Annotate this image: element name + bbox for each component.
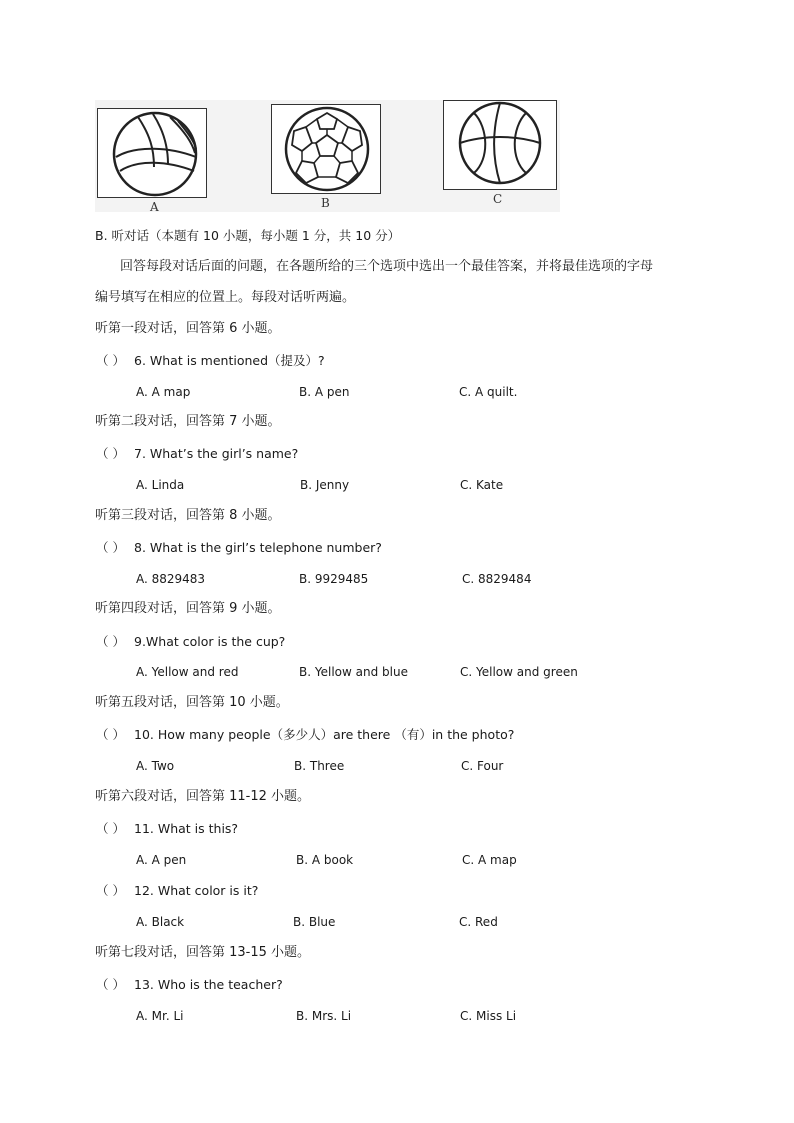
option-c: C. Yellow and green [460, 665, 578, 679]
option-b: B. Jenny [300, 478, 350, 492]
picture-a-label: A [150, 200, 159, 214]
answer-blank[interactable]: （ ） [96, 977, 125, 992]
part-heading: 听第六段对话，回答第 11-12 小题。 [95, 789, 311, 804]
answer-blank[interactable]: （ ） [96, 353, 125, 368]
volleyball-icon [98, 109, 206, 197]
question-text: 7. What’s the girl’s name? [134, 446, 299, 461]
question-text: 13. Who is the teacher? [134, 977, 283, 992]
question-12 [96, 883, 258, 899]
answer-blank[interactable]: （ ） [96, 883, 125, 898]
section-title: B. 听对话（本题有 10 小题，每小题 1 分，共 10 分） [95, 228, 401, 243]
part-heading: 听第二段对话，回答第 7 小题。 [95, 414, 281, 429]
answer-blank[interactable]: （ ） [96, 821, 125, 836]
option-b: B. Three [294, 759, 345, 773]
question-text: 12. What color is it? [134, 883, 259, 898]
answer-blank[interactable]: （ ） [96, 727, 125, 742]
question-6 [96, 353, 325, 369]
option-c: C. A map [462, 853, 517, 867]
question-10 [96, 727, 514, 743]
part-heading: 听第七段对话，回答第 13-15 小题。 [95, 945, 311, 960]
part-heading: 听第五段对话，回答第 10 小题。 [95, 695, 289, 710]
question-text: 9.What color is the cup? [134, 634, 286, 649]
option-a: A. Two [136, 759, 175, 773]
picture-c-label: C [493, 192, 503, 206]
part-heading: 听第四段对话，回答第 9 小题。 [95, 601, 281, 616]
part-heading: 听第一段对话，回答第 6 小题。 [95, 321, 281, 336]
option-c: C. 8829484 [462, 572, 532, 586]
instruction-line-2: 编号填写在相应的位置上。每段对话听两遍。 [95, 290, 356, 305]
soccer-ball-icon [272, 105, 380, 193]
ball-pictures [95, 100, 560, 212]
picture-b-label: B [321, 196, 330, 210]
question-text: 6. What is mentioned（提及）? [134, 353, 325, 368]
option-c: C. Four [461, 759, 504, 773]
answer-blank[interactable]: （ ） [96, 634, 125, 649]
question-text: 10. How many people（多少人）are there （有）in the photo? [134, 727, 515, 742]
instruction-line-1: 回答每段对话后面的问题，在各题所给的三个选项中选出一个最佳答案，并将最佳选项的字母 [120, 259, 654, 274]
basketball-icon [444, 101, 556, 189]
option-a: A. Yellow and red [136, 665, 239, 679]
option-b: B. Mrs. Li [296, 1009, 352, 1023]
option-c: C. A quilt. [459, 385, 518, 399]
option-a: A. Mr. Li [136, 1009, 184, 1023]
question-13 [96, 977, 283, 993]
option-b: B. A pen [299, 385, 350, 399]
option-b: B. Blue [293, 915, 336, 929]
picture-a-frame [97, 108, 207, 198]
option-c: C. Red [459, 915, 498, 929]
part-heading: 听第三段对话，回答第 8 小题。 [95, 508, 281, 523]
question-text: 11. What is this? [134, 821, 239, 836]
option-a: A. Black [136, 915, 185, 929]
option-c: C. Kate [460, 478, 504, 492]
option-b: B. Yellow and blue [299, 665, 408, 679]
option-b: B. A book [296, 853, 354, 867]
question-8 [96, 540, 382, 556]
answer-blank[interactable]: （ ） [96, 446, 125, 461]
question-11 [96, 821, 238, 837]
option-a: A. A map [136, 385, 191, 399]
question-text: 8. What is the girl’s telephone number? [134, 540, 382, 555]
option-b: B. 9929485 [299, 572, 369, 586]
option-a: A. A pen [136, 853, 187, 867]
option-a: A. Linda [136, 478, 185, 492]
option-c: C. Miss Li [460, 1009, 517, 1023]
question-7 [96, 446, 298, 462]
picture-c-frame [443, 100, 557, 190]
option-a: A. 8829483 [136, 572, 206, 586]
answer-blank[interactable]: （ ） [96, 540, 125, 555]
question-9 [96, 634, 285, 650]
picture-b-frame [271, 104, 381, 194]
